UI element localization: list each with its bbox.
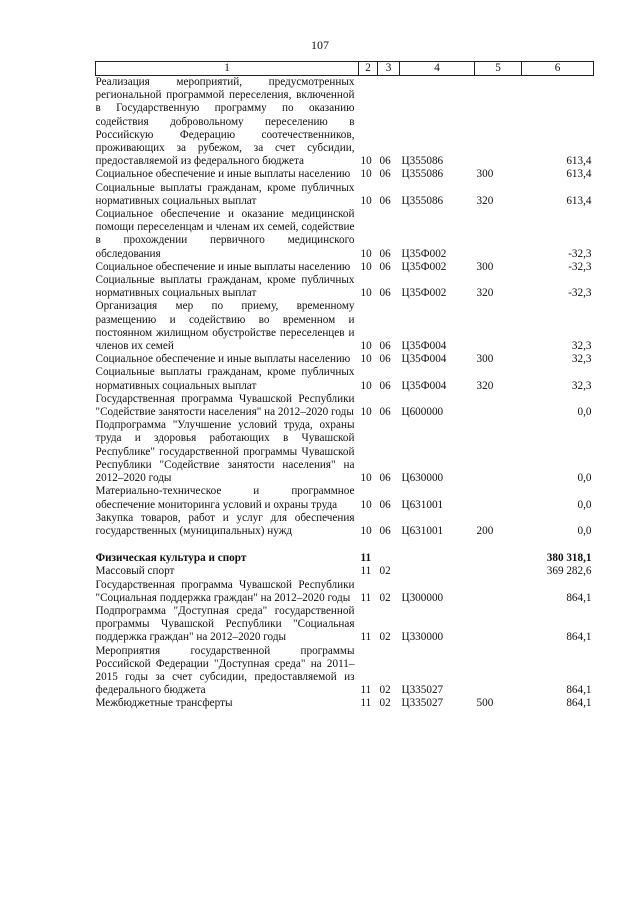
row-name: Подпрограмма "Улучшение условий труда, охраны труда и здоровья работающих в Чувашской Республике" государственной программы Чувашской Республики "Содействие занятости населения" на 2012–2020 годы <box>95 419 355 485</box>
row-name: Закупка товаров, работ и услуг для обеспечения государственных (муниципальных) нужд <box>95 511 355 537</box>
table-row <box>96 485 594 511</box>
row-target-article: Ц335027 <box>401 697 444 710</box>
row-amount: -32,3 <box>568 260 592 273</box>
row-section-code: 10 <box>360 379 372 392</box>
row-name: Государственная программа Чувашской Республики "Социальная поддержка граждан" на 2012–2020 годы <box>95 578 355 604</box>
row-subsection-code: 06 <box>379 379 391 392</box>
row-name: Государственная программа Чувашской Республики "Содействие занятости населения" на 2012–2020 годы <box>95 392 355 419</box>
row-target-article: Ц630000 <box>401 472 444 485</box>
row-expense-type: 500 <box>476 697 494 710</box>
row-target-article: Ц300000 <box>401 591 444 604</box>
row-subsection-code: 06 <box>379 260 391 273</box>
row-name: Социальное обеспечение и оказание медицинской помощи переселенцам и членам их семей, содействие в прохождении первичного медицинского обследования <box>95 208 355 260</box>
table-row <box>96 579 594 605</box>
row-name: Массовый спорт <box>95 565 175 578</box>
row-section-code: 10 <box>360 353 372 366</box>
row-section-code: 10 <box>360 287 372 300</box>
table-row <box>96 565 594 578</box>
header-col-6: 6 <box>522 62 594 76</box>
row-subsection-code: 02 <box>379 684 391 697</box>
row-section-code: 10 <box>360 524 372 537</box>
row-target-article: Ц355086 <box>401 168 444 181</box>
row-expense-type: 300 <box>476 168 494 181</box>
row-amount: 0,0 <box>577 472 592 485</box>
row-section-code: 11 <box>360 697 372 710</box>
row-subsection-code: 06 <box>379 155 391 168</box>
row-amount: 613,4 <box>566 168 592 181</box>
row-section-code: 11 <box>360 565 372 578</box>
row-target-article: Ц355086 <box>401 194 444 207</box>
table-row <box>96 168 594 181</box>
header-col-3: 3 <box>378 62 400 76</box>
row-amount: 613,4 <box>566 155 592 168</box>
row-name: Социальное обеспечение и иные выплаты населению <box>95 353 351 366</box>
row-expense-type: 320 <box>476 194 494 207</box>
row-name: Организация мер по приему, временному размещению и содействию во временном и постоянном жилищном обустройстве переселенцев и членов их семей <box>95 300 355 353</box>
table-row <box>96 182 594 208</box>
row-amount: 0,0 <box>577 406 592 419</box>
table-header <box>96 62 594 76</box>
table-row <box>96 208 594 261</box>
table-row <box>96 419 594 485</box>
row-name: Реализация мероприятий, предусмотренных региональной программой переселения, включенной в Государственную программу по оказанию содействия добровольному переселению в Российскую Федерацию соотечественников, проживающих за рубежом, за счет субсидии, предоставляемой из федерального бюджета <box>95 76 355 168</box>
row-expense-type <box>475 605 522 645</box>
header-col-4: 4 <box>400 62 475 76</box>
row-section-code: 10 <box>360 247 372 260</box>
table-row <box>96 512 594 538</box>
row-name: Подпрограмма "Доступная среда" государственной программы Чувашской Республики "Социальная поддержка граждан" на 2012–2020 годы <box>95 604 355 644</box>
row-expense-type <box>475 645 522 698</box>
table-row <box>96 697 594 710</box>
row-section-code: 10 <box>360 498 372 511</box>
row-subsection-code: 06 <box>379 353 391 366</box>
table-row <box>96 261 594 274</box>
row-amount: -32,3 <box>568 287 592 300</box>
row-section-code: 10 <box>360 155 372 168</box>
row-amount: 864,1 <box>566 697 592 710</box>
row-amount: 613,4 <box>566 194 592 207</box>
row-expense-type: 320 <box>476 379 494 392</box>
row-subsection-code: 06 <box>379 472 391 485</box>
table-row <box>96 76 594 169</box>
row-section-code: 11 <box>360 631 372 644</box>
row-expense-type: 200 <box>476 524 494 537</box>
row-subsection-code: 06 <box>379 406 391 419</box>
row-expense-type <box>475 419 522 485</box>
table-spacer-row <box>96 538 594 552</box>
row-amount: 32,3 <box>571 379 592 392</box>
row-amount: 0,0 <box>577 498 592 511</box>
row-section-code: 11 <box>360 552 372 565</box>
row-target-article: Ц35Ф002 <box>401 260 447 273</box>
row-expense-type <box>475 300 522 353</box>
budget-table-container <box>95 61 593 711</box>
row-target-article: Ц35Ф004 <box>401 353 447 366</box>
row-target-article: Ц330000 <box>401 631 444 644</box>
row-name: Межбюджетные трансферты <box>95 697 233 710</box>
row-subsection-code: 06 <box>379 247 391 260</box>
row-expense-type: 320 <box>476 287 494 300</box>
row-target-article: Ц35Ф002 <box>401 247 447 260</box>
row-subsection-code: 06 <box>379 194 391 207</box>
row-section-code: 10 <box>360 194 372 207</box>
spacer-cell <box>96 538 594 552</box>
table-row <box>96 353 594 366</box>
row-subsection-code: 06 <box>379 287 391 300</box>
header-col-1: 1 <box>96 62 359 76</box>
row-name: Социальные выплаты гражданам, кроме публичных нормативных социальных выплат <box>95 366 355 392</box>
row-target-article: Ц35Ф004 <box>401 379 447 392</box>
row-expense-type <box>475 552 522 565</box>
table-row <box>96 552 594 565</box>
row-expense-type <box>475 485 522 511</box>
row-subsection-code: 02 <box>379 697 391 710</box>
row-target-article: Ц35Ф002 <box>401 287 447 300</box>
table-row <box>96 274 594 300</box>
row-section-code: 11 <box>360 684 372 697</box>
row-subsection-code: 02 <box>379 631 391 644</box>
row-section-code: 10 <box>360 472 372 485</box>
row-section-code: 10 <box>360 406 372 419</box>
row-target-article: Ц631001 <box>401 524 444 537</box>
row-target-article: Ц600000 <box>401 406 444 419</box>
row-amount: 32,3 <box>571 340 592 353</box>
row-amount: -32,3 <box>568 247 592 260</box>
row-expense-type: 300 <box>476 353 494 366</box>
row-amount: 32,3 <box>571 353 592 366</box>
row-amount: 380 318,1 <box>546 552 592 565</box>
row-subsection-code: 06 <box>379 168 391 181</box>
table-row <box>96 393 594 419</box>
row-name: Социальные выплаты гражданам, кроме публичных нормативных социальных выплат <box>95 181 355 207</box>
table-row <box>96 605 594 645</box>
row-name: Социальное обеспечение и иные выплаты населению <box>95 260 351 273</box>
row-amount: 864,1 <box>566 684 592 697</box>
row-section-code: 10 <box>360 260 372 273</box>
row-name: Социальные выплаты гражданам, кроме публичных нормативных социальных выплат <box>95 274 355 300</box>
row-amount: 369 282,6 <box>546 565 592 578</box>
row-section-code: 10 <box>360 340 372 353</box>
table-body <box>96 76 594 711</box>
row-expense-type <box>475 393 522 419</box>
row-subsection-code <box>378 552 400 565</box>
row-subsection-code: 02 <box>379 565 391 578</box>
budget-table <box>95 61 594 711</box>
header-col-5: 5 <box>475 62 522 76</box>
row-target-article: Ц631001 <box>401 498 444 511</box>
row-expense-type: 300 <box>476 260 494 273</box>
row-expense-type <box>475 76 522 169</box>
row-target-article <box>400 552 475 565</box>
row-target-article: Ц35Ф004 <box>401 340 447 353</box>
table-row <box>96 645 594 698</box>
row-amount: 864,1 <box>566 591 592 604</box>
table-row <box>96 300 594 353</box>
row-section-code: 11 <box>360 591 372 604</box>
row-subsection-code: 06 <box>379 524 391 537</box>
row-target-article: Ц335027 <box>401 684 444 697</box>
row-name: Материально-техническое и программное обеспечение мониторинга условий и охраны труда <box>95 485 355 511</box>
row-name: Физическая культура и спорт <box>95 552 247 565</box>
row-name: Мероприятия государственной программы Российской Федерации "Доступная среда" на 2011–2015 годы за счет субсидии, предоставляемой из федерального бюджета <box>95 644 355 697</box>
row-amount: 0,0 <box>577 524 592 537</box>
header-row <box>96 62 594 76</box>
row-name: Социальное обеспечение и иные выплаты населению <box>95 168 351 181</box>
page-number: 107 <box>311 38 329 52</box>
row-expense-type <box>475 579 522 605</box>
row-amount: 864,1 <box>566 631 592 644</box>
header-col-2: 2 <box>359 62 378 76</box>
row-subsection-code: 02 <box>379 591 391 604</box>
row-target-article: Ц355086 <box>401 155 444 168</box>
row-expense-type <box>475 565 522 578</box>
row-subsection-code: 06 <box>379 340 391 353</box>
row-section-code: 10 <box>360 168 372 181</box>
table-row <box>96 366 594 392</box>
row-expense-type <box>475 208 522 261</box>
row-subsection-code: 06 <box>379 498 391 511</box>
row-target-article <box>400 565 475 578</box>
